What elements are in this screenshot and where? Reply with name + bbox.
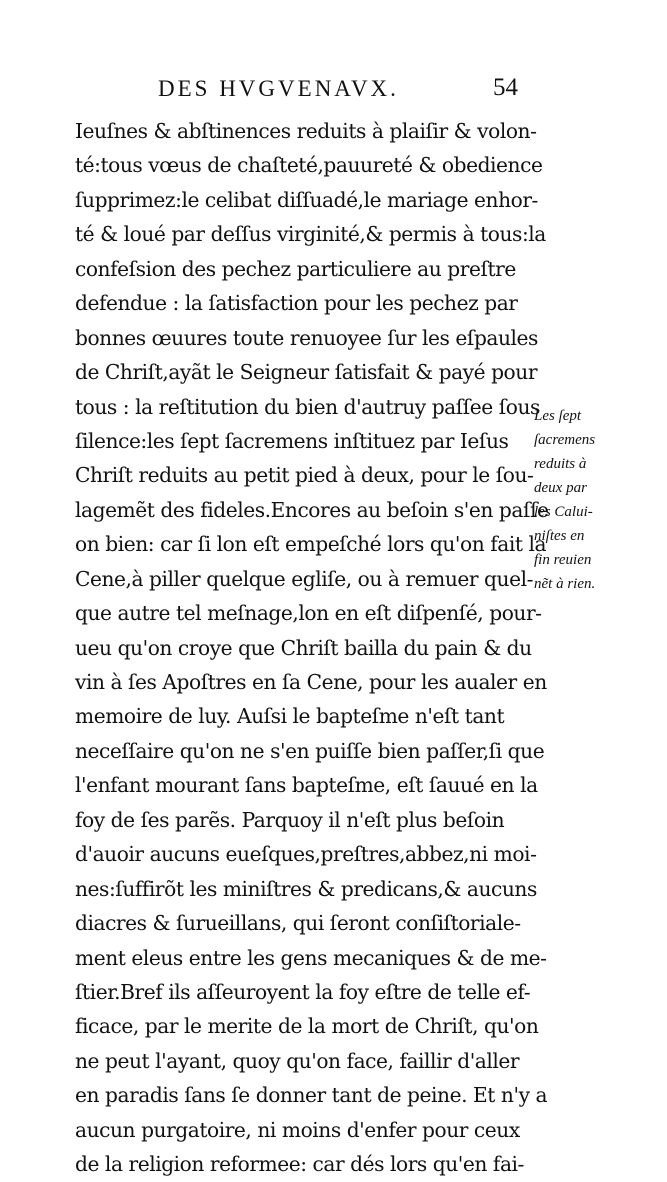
text-line: té:tous vœus de chaſteté,pauureté & obedience (75, 153, 543, 178)
body-text (75, 114, 549, 1182)
text-line: que autre tel meſnage,lon en eſt diſpenſé, pour- (75, 601, 542, 626)
running-head: DES HVGVENAVX. (158, 76, 399, 101)
marginal-note-line: nẽt à rien. (534, 576, 596, 592)
text-line: ment eleus entre les gens mecaniques & de me- (75, 945, 547, 970)
text-line: Chriſt reduits au petit pied à deux, pour le ſou- (75, 463, 534, 488)
text-line: ueu qu'on croye que Chriſt bailla du pain & du (75, 635, 532, 660)
marginal-note-line: Les ſept (534, 408, 582, 424)
text-line: ſilence:les ſept ſacremens inſtituez par Ieſus (75, 428, 509, 453)
marginal-note-line: ſacremens (534, 432, 596, 448)
text-line: ficace, par le merite de la mort de Chriſt, qu'on (75, 1014, 539, 1039)
text-line: confeſsion des pechez particuliere au preſtre (75, 256, 516, 281)
text-line: ſupprimez:le celibat diſſuadé,le mariage enhor- (75, 187, 538, 212)
text-line: tous : la reſtitution du bien d'autruy paſſee ſous (75, 394, 540, 419)
text-line: neceſſaire qu'on ne s'en puiſſe bien paſſer,ſi que (75, 738, 545, 763)
text-line: vin à ſes Apoſtres en ſa Cene, pour les aualer en (75, 670, 547, 694)
text-line: on bien: car ſi lon eſt empeſché lors qu'on fait la (75, 532, 547, 557)
text-line: Cene,à piller quelque egliſe, ou à remuer quel- (75, 566, 533, 591)
text-line: memoire de luy. Auſsi le bapteſme n'eſt tant (75, 704, 505, 729)
text-line: nes:ſuffirõt les miniſtres & predicans,& aucuns (75, 876, 537, 901)
marginal-note-line: deux par (534, 480, 587, 496)
text-line: de la religion reformee: car dés lors qu'en fai- (75, 1152, 524, 1177)
marginal-note-line: niſtes en (534, 528, 585, 544)
text-line: foy de ſes parẽs. Parquoy il n'eſt plus beſoin (75, 807, 505, 832)
text-line: ſtier.Bref ils aſſeuroyent la foy eſtre de telle ef- (75, 979, 531, 1004)
text-line: aucun purgatoire, ni moins d'enfer pour ceux (75, 1117, 520, 1142)
marginal-note-line: reduits à (534, 456, 587, 472)
text-line: Ieuſnes & abſtinences reduits à plaiſir & volon- (75, 119, 537, 143)
text-line: l'enfant mourant ſans bapteſme, eſt ſauué en la (75, 773, 538, 798)
text-line: ne peut l'ayant, quoy qu'on face, faillir d'aller (75, 1048, 520, 1073)
marginal-note-line: les Calui- (534, 504, 593, 520)
text-line: defendue : la ſatisfaction pour les pechez par (75, 291, 518, 316)
text-line: lagemẽt des fideles.Encores au beſoin s'en paſſe (75, 497, 549, 522)
marginal-note (534, 404, 634, 596)
text-line: bonnes œuures toute renuoyee ſur les eſpaules (75, 325, 538, 350)
text-line: té & loué par deſſus virginité,& permis à tous:la (75, 222, 546, 247)
marginal-note-line: fin reuien (534, 552, 592, 568)
text-line: diacres & ſurueillans, qui ſeront conſiſtoriale- (75, 911, 521, 936)
text-line: en paradis ſans ſe donner tant de peine. Et n'y a (75, 1083, 548, 1108)
text-line: d'auoir aucuns eueſques,preſtres,abbez,ni moi- (75, 842, 537, 867)
text-line: de Chriſt,ayãt le Seigneur ſatisfait & payé pour (75, 360, 538, 385)
page-number: 54 (493, 74, 518, 101)
